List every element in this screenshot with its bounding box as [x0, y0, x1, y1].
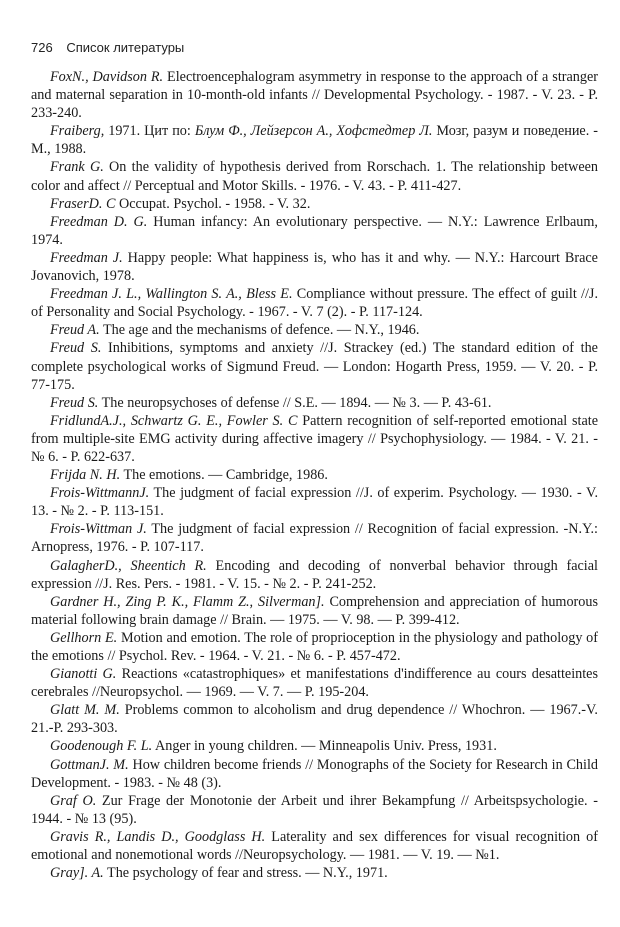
reference-text: The emotions. — Cambridge, 1986. — [120, 467, 328, 484]
reference-author: Freud A. — [50, 322, 100, 339]
reference-text: The age and the mechanisms of defence. — N.Y., 1946. — [99, 322, 420, 339]
reference-text: Happy people: What happiness is, who has it and why. — N.Y.: Harcourt Brace Jovanovich, 1978. — [31, 249, 598, 285]
reference-entry — [31, 249, 598, 285]
reference-entry — [31, 701, 598, 737]
reference-text: Encoding and decoding of nonverbal behavior through facial expression //J. Res. Pers. - 1981. - V. 15. - № 2. - P. 241-252. — [31, 557, 598, 592]
page-number: 726 — [31, 40, 53, 55]
reference-entry — [31, 466, 598, 484]
reference-entry — [31, 792, 598, 828]
reference-text: Human infancy: An evolutionary perspective. — N.Y.: Lawrence Erlbaum, 1974. — [31, 213, 598, 248]
reference-author: Gray]. A. — [50, 865, 104, 882]
reference-author: Freedman J. — [50, 249, 123, 266]
reference-text: Inhibitions, symptoms and anxiety //J. Strackey (ed.) The standard edition of the complete psychological works of Sigmund Freud. — London: Hogarth Press, 1959. — V. 20. - P. 77-175. — [31, 340, 598, 393]
reference-entry — [31, 665, 598, 701]
reference-entry — [31, 593, 598, 629]
reference-entry — [31, 412, 598, 466]
reference-text: Мозг, разум и поведение. - М., 1988. — [31, 123, 598, 158]
reference-author: Frois-Wittman J. — [50, 521, 147, 538]
reference-author: Gianotti G. — [50, 666, 117, 683]
reference-author: FraserD. C — [50, 195, 116, 212]
reference-author: Frank G. — [50, 159, 104, 176]
reference-text: Compliance without pressure. The effect of guilt //J. of Personality and Social Psychology. - 1967. - V. 7 (2). - P. 117-124. — [31, 286, 598, 321]
reference-entry — [31, 629, 598, 665]
reference-author: GalagherD., Sheentich R. — [50, 557, 207, 574]
reference-author: Блум Ф., Лейзерсон А., Хофстедтер Л. — [194, 123, 433, 140]
reference-text: Laterality and sex differences for visual recognition of emotional and nonemotional words //Neuropsychology. — 1981. — V. 19. — №1. — [31, 828, 598, 864]
reference-text: Motion and emotion. The role of proprioception in the physiology and pathology of the emotions // Psychol. Rev. - 1964. - V. 21. - № 6. - P. 457-472. — [31, 629, 598, 664]
reference-text: The judgment of facial expression //J. of experim. Psychology. — 1930. - V. 13. - № 2. - P. 113-151. — [31, 485, 598, 520]
reference-text: On the validity of hypothesis derived from Rorschach. 1. The relationship between color and affect // Perceptual and Motor Skills. - 1976. - V. 43. - P. 411-427. — [31, 159, 599, 194]
reference-author: Frijda N. H. — [50, 467, 121, 484]
reference-author: FridlundA.J., Schwartz G. E., Fowler S. C — [50, 412, 298, 429]
running-title: Список литературы — [66, 40, 185, 55]
reference-entry — [31, 285, 598, 321]
reference-list — [31, 68, 598, 882]
reference-entry — [31, 756, 598, 792]
reference-author: Gravis R., Landis D., Goodglass H. — [50, 828, 266, 845]
reference-text: Comprehension and appreciation of humorous material following brain damage // Brain. — 1975. — V. 98. — P. 399-412. — [31, 593, 598, 628]
reference-entry — [31, 195, 598, 213]
reference-entry — [31, 321, 598, 339]
reference-entry — [31, 484, 598, 520]
reference-entry — [31, 828, 598, 864]
reference-text: Reactions «catastrophiques» et manifestations d'indifference au cours desatteintes cerebrales //Neuropsychol. — 1969. — V. 7. — P. 195-204. — [31, 666, 598, 701]
reference-text: Problems common to alcoholism and drug dependence // Whochron. — 1967.-V. 21.-P. 293-303. — [31, 702, 598, 737]
reference-author: Freedman J. L., Wallington S. A., Bless E. — [50, 286, 293, 303]
reference-entry — [31, 864, 598, 882]
reference-entry — [31, 122, 598, 158]
reference-author: Graf O. — [50, 792, 97, 809]
reference-text: Anger in young children. — Minneapolis Univ. Press, 1931. — [152, 738, 497, 755]
reference-entry — [31, 339, 598, 393]
reference-entry — [31, 68, 598, 122]
reference-author: Fraiberg, — [50, 123, 105, 140]
reference-text: The judgment of facial expression // Recognition of facial expression. -N.Y.: Arnopress, 1976. - P. 107-117. — [31, 521, 598, 556]
reference-author: GottmanJ. M. — [50, 756, 129, 773]
reference-text: How children become friends // Monographs of the Society for Research in Child Development. - 1983. - № 48 (3). — [31, 756, 598, 791]
reference-author: Glatt M. M. — [50, 702, 120, 719]
reference-entry — [31, 158, 598, 194]
reference-entry — [31, 213, 598, 249]
reference-author: Gellhorn E. — [50, 629, 118, 646]
reference-entry — [31, 394, 598, 412]
reference-author: Frois-WittmannJ. — [50, 485, 150, 502]
reference-text: The neuropsychoses of defense // S.E. — 1894. — № 3. — P. 43-61. — [98, 394, 492, 411]
reference-text: The psychology of fear and stress. — N.Y., 1971. — [103, 865, 388, 882]
reference-text: Electroencephalogram asymmetry in response to the approach of a stranger and maternal separation in 10-month-old infants // Developmental Psychology. - 1987. - V. 23. - P. 233-240. — [31, 69, 598, 122]
reference-entry — [31, 557, 598, 593]
page-header — [31, 40, 184, 55]
reference-text: Pattern recognition of self-reported emotional state from multiple-site EMG activity during affective imagery // Psychophysiology. — 1984. - V. 21. - № 6. - P. 622-637. — [31, 412, 599, 465]
reference-author: Gardner H., Zing P. K., Flamm Z., Silverman]. — [50, 593, 325, 610]
reference-text: 1971. Цит по: — [104, 123, 195, 140]
reference-entry — [31, 520, 598, 556]
reference-text: Zur Frage der Monotonie der Arbeit und ihrer Bekampfung // Arbeitspsychologie. - 1944. - № 13 (95). — [31, 792, 598, 827]
reference-author: FoxN., Davidson R. — [50, 69, 164, 85]
reference-text: Occupat. Psychol. - 1958. - V. 32. — [115, 195, 311, 212]
reference-author: Freud S. — [50, 340, 102, 357]
reference-author: Freedman D. G. — [50, 213, 148, 230]
reference-author: Freud S. — [50, 394, 99, 411]
reference-author: Goodenough F. L. — [50, 738, 153, 755]
reference-entry — [31, 737, 598, 755]
